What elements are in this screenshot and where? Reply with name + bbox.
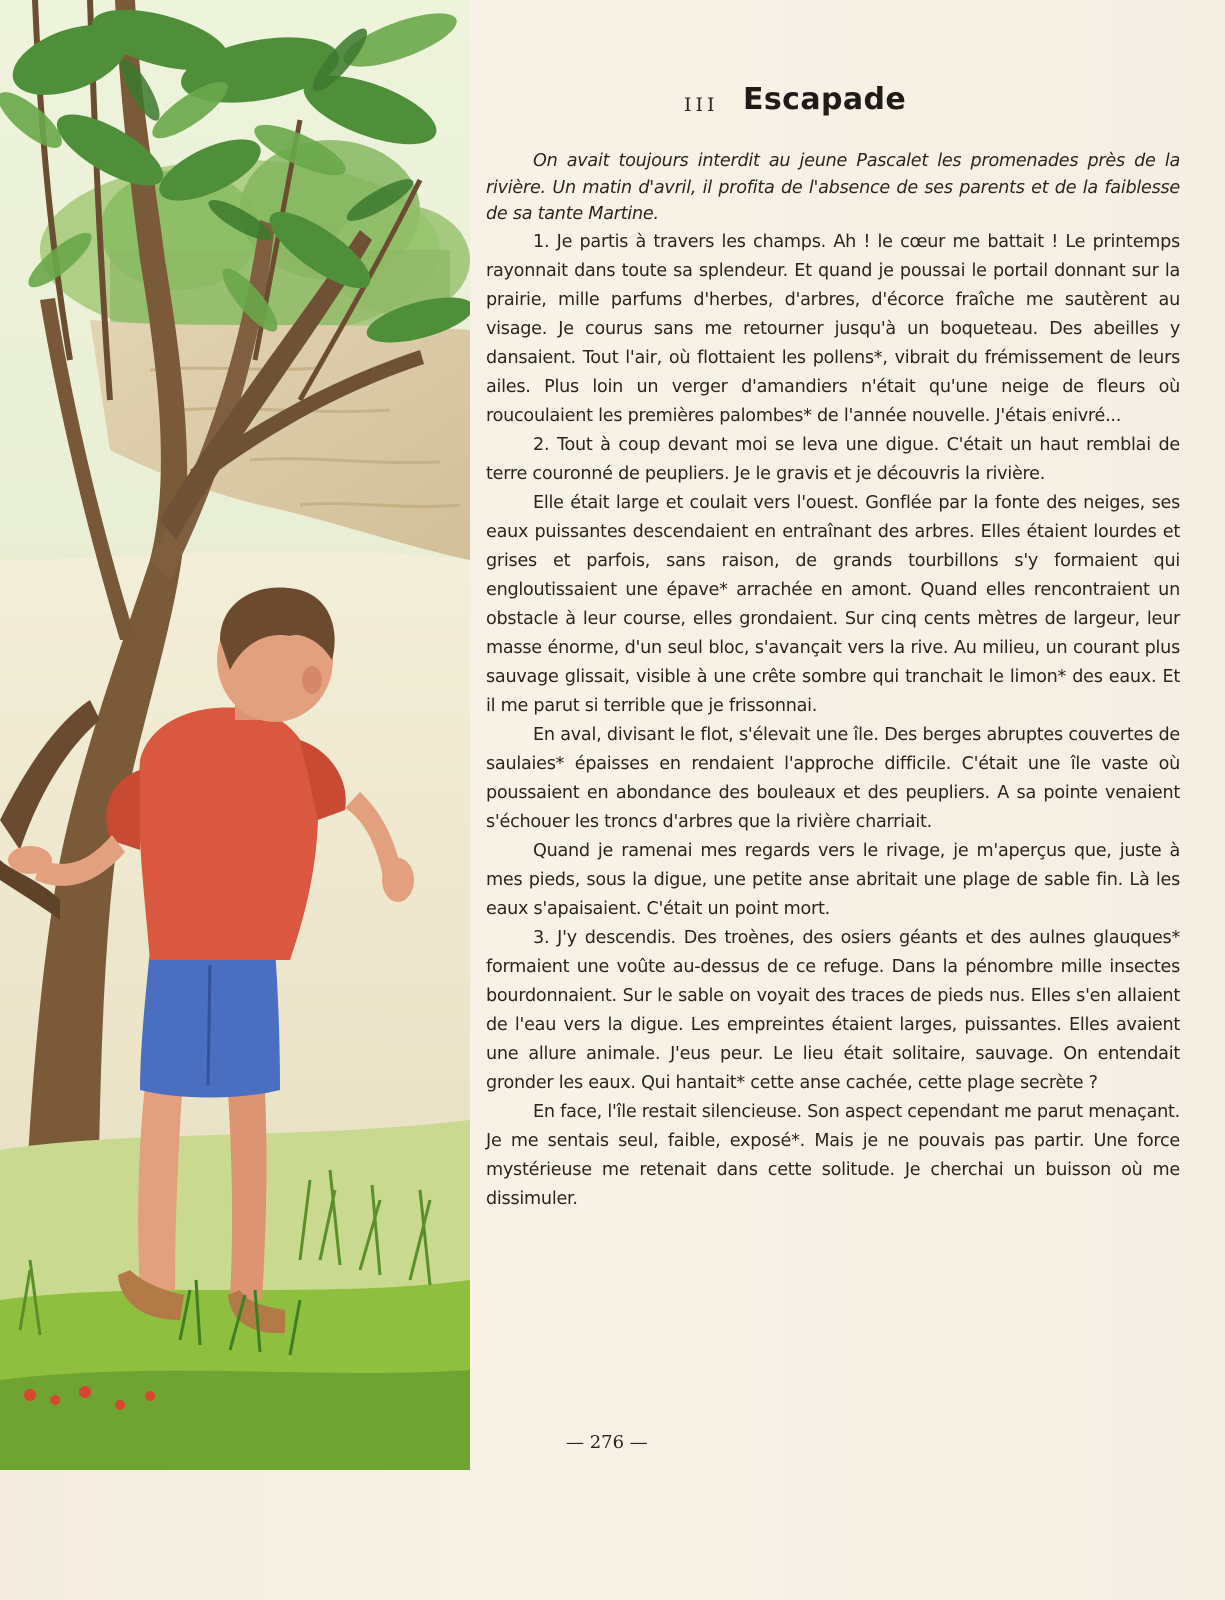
chapter-number: III (684, 94, 719, 116)
paragraph-6: 3. J'y descendis. Des troènes, des osiers géants et des aulnes glauques* formaient une voûte au-dessus de ce refuge. Dans la pénombre mille insectes bourdonnaient. Sur le sable on voyait des traces de pieds nus. Elles s'en allaient de l'eau vers la digue. Les empreintes étaient larges, puissantes. Elles avaient une allure animale. J'eus peur. Le lieu était solitaire, sauvage. On entendait gronder les eaux. Qui hantait* cette anse cachée, cette plage secrète ? (486, 927, 1180, 1093)
paragraph-2: 2. Tout à coup devant moi se leva une digue. C'était un haut remblai de terre couronné de peupliers. Je le gravis et je découvris la rivière. (486, 434, 1180, 484)
page-number: — 276 — (566, 1432, 648, 1453)
intro-paragraph: On avait toujours interdit au jeune Pascalet les promenades près de la rivière. Un matin d'avril, il profita de l'absence de ses parents et de la faiblesse de sa tante Martine. (486, 151, 1180, 225)
text-column (486, 78, 1180, 1214)
paragraph-1: 1. Je partis à travers les champs. Ah ! le cœur me battait ! Le printemps rayonnait dans toute sa splendeur. Et quand je poussai le portail donnant sur la prairie, mille parfums d'herbes, d'arbres, d'écorce fraîche me sautèrent au visage. Je courus sans me retourner jusqu'à un boqueteau. Des abeilles y dansaient. Tout l'air, où flottaient les pollens*, vibrait du frémissement de leurs ailes. Plus loin un verger d'amandiers n'était qu'une neige de fleurs où roucoulaient les premières palombes* de l'année nouvelle. J'étais enivré... (486, 231, 1180, 426)
paragraph-4: En aval, divisant le flot, s'élevait une île. Des berges abruptes couvertes de saulaies* épaisses en rendaient l'approche difficile. C'était une île vaste où poussaient en abondance des bouleaux et des peupliers. A sa pointe venaient s'échouer les troncs d'arbres que la rivière charriait. (486, 724, 1180, 832)
paragraph-5: Quand je ramenai mes regards vers le rivage, je m'aperçus que, juste à mes pieds, sous la digue, une petite anse abritait une plage de sable fin. Là les eaux s'apaisaient. C'était un point mort. (486, 840, 1180, 919)
chapter-header (486, 78, 1180, 138)
boy-at-riverbank-illustration (0, 0, 470, 1470)
chapter-title: Escapade (743, 82, 907, 117)
paragraph-3: Elle était large et coulait vers l'ouest. Gonflée par la fonte des neiges, ses eaux puissantes descendaient en entraînant des arbres. Elles étaient lourdes et grises et parfois, sans raison, de grands tourbillons s'y formaient qui engloutissaient une épave* arrachée en amont. Quand elles rencontraient un obstacle à leur course, elles grondaient. Sur cinq cents mètres de largeur, leur masse énorme, d'un seul bloc, s'avançait vers la rive. Au milieu, un courant plus sauvage glissait, visible à une crête sombre qui tranchait le limon* des eaux. Et il me parut si terrible que je frissonnai. (486, 492, 1180, 716)
paragraph-7: En face, l'île restait silencieuse. Son aspect cependant me parut menaçant. Je me sentais seul, faible, exposé*. Mais je ne pouvais pas partir. Une force mystérieuse me retenait dans cette solitude. Je cherchai un buisson où me dissimuler. (486, 1101, 1180, 1209)
